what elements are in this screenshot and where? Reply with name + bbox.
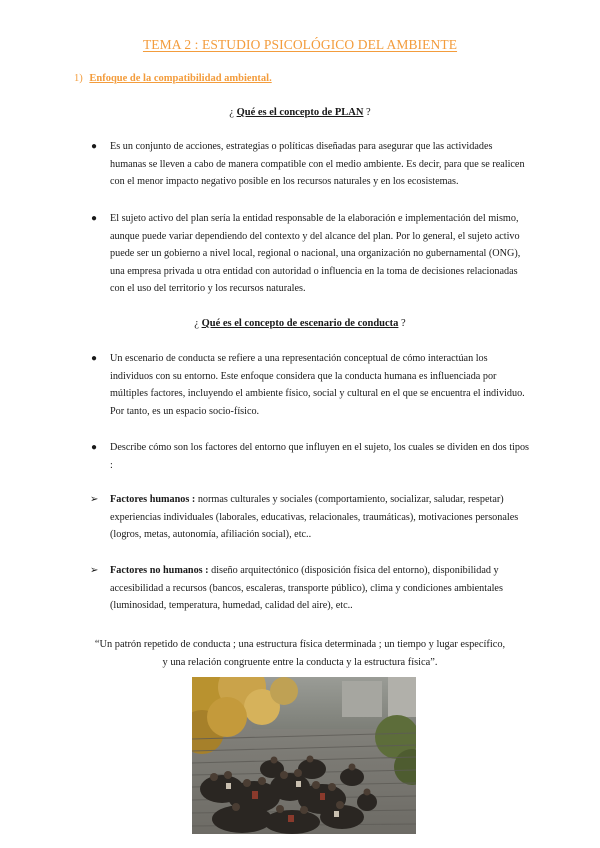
question-escenario [0, 318, 600, 329]
arrow-bullet-icon: ➢ [90, 565, 99, 576]
factor-label: Factores no humanos : [110, 565, 209, 576]
bullet-factors-intro [91, 439, 530, 474]
factor-label: Factores humanos : [110, 494, 196, 505]
photo-people-on-steps [192, 677, 416, 834]
factor-text: diseño arquitectónico (disposición física del entorno), disponibilidad y accesibilidad a recursos (bancos, escaleras, transporte público), clima y condiciones ambientales (luminosidad, temperatura, humedad, calidad del aire), etc.. [110, 565, 503, 612]
bullet-text: Describe cómo son los factores del entorno que influyen en el sujeto, los cuales se dividen en dos tipos : [110, 442, 530, 471]
section-heading [74, 73, 272, 84]
bullet-text: Un escenario de conducta se refiere a una representación conceptual de cómo interactúan los individuos con su entorno. Este enfoque considera que la conducta humana es influenciada por múltiples factores, incluyendo el ambiente físico, social y cultural en el que se encuentra el individuo. Por tanto, es un espacio socio-físico. [110, 353, 525, 417]
bullet-plan-subject [91, 210, 530, 298]
bullet-text: El sujeto activo del plan sería la entidad responsable de la elaboración e implementación del mismo, aunque puede variar dependiendo del contexto y del alcance del plan. Por lo general, el sujeto activo puede ser un gobierno a nivel local, regional o nacional, una organización no gubernamental (ONG), una empresa privada u otra entidad con autoridad o influencia en la toma de decisiones relacionadas con el uso del territorio y los recursos naturales. [110, 213, 521, 295]
factor-no-humanos [90, 562, 530, 615]
question-open-mark: ¿ [194, 318, 199, 329]
question-open-mark: ¿ [229, 107, 234, 118]
bullet-escenario-definition [91, 350, 530, 420]
question-close-mark: ? [401, 318, 406, 329]
quote-line-2: y una relación congruente entre la conducta y la estructura física”. [162, 656, 438, 668]
question-plan-text: Qué es el concepto de PLAN [236, 107, 364, 118]
bullet-text: Es un conjunto de acciones, estrategias o políticas diseñadas para asegurar que las actividades humanas se lleven a cabo de manera compatible con el medio ambiente. Es decir, para que se realicen con el menor impacto negativo posible en los recursos naturales y en los ecosistemas. [110, 141, 525, 188]
bullet-icon: ● [91, 141, 98, 152]
bullet-plan-definition [91, 138, 530, 191]
question-plan [0, 107, 600, 118]
section-number: 1) [74, 73, 83, 84]
factor-humanos [90, 491, 530, 544]
definition-quote [60, 636, 540, 671]
section-title: Enfoque de la compatibilidad ambiental. [89, 73, 272, 84]
quote-line-1: “Un patrón repetido de conducta ; una estructura física determinada ; un tiempo y lugar específico, [94, 639, 506, 650]
question-escenario-text: Qué es el concepto de escenario de conducta [201, 318, 399, 329]
factor-text: normas culturales y sociales (comportamiento, socializar, saludar, respetar) experiencias individuales (laborales, educativas, relacionales, traumáticas), motivaciones personales (logros, metas, autonomía, afiliación social), etc.. [110, 494, 519, 541]
bullet-icon: ● [91, 353, 98, 364]
bullet-icon: ● [91, 213, 98, 224]
bullet-icon: ● [91, 442, 98, 453]
arrow-bullet-icon: ➢ [90, 494, 99, 505]
question-close-mark: ? [366, 107, 371, 118]
page-title: TEMA 2 : ESTUDIO PSICOLÓGICO DEL AMBIENTE [142, 37, 458, 52]
